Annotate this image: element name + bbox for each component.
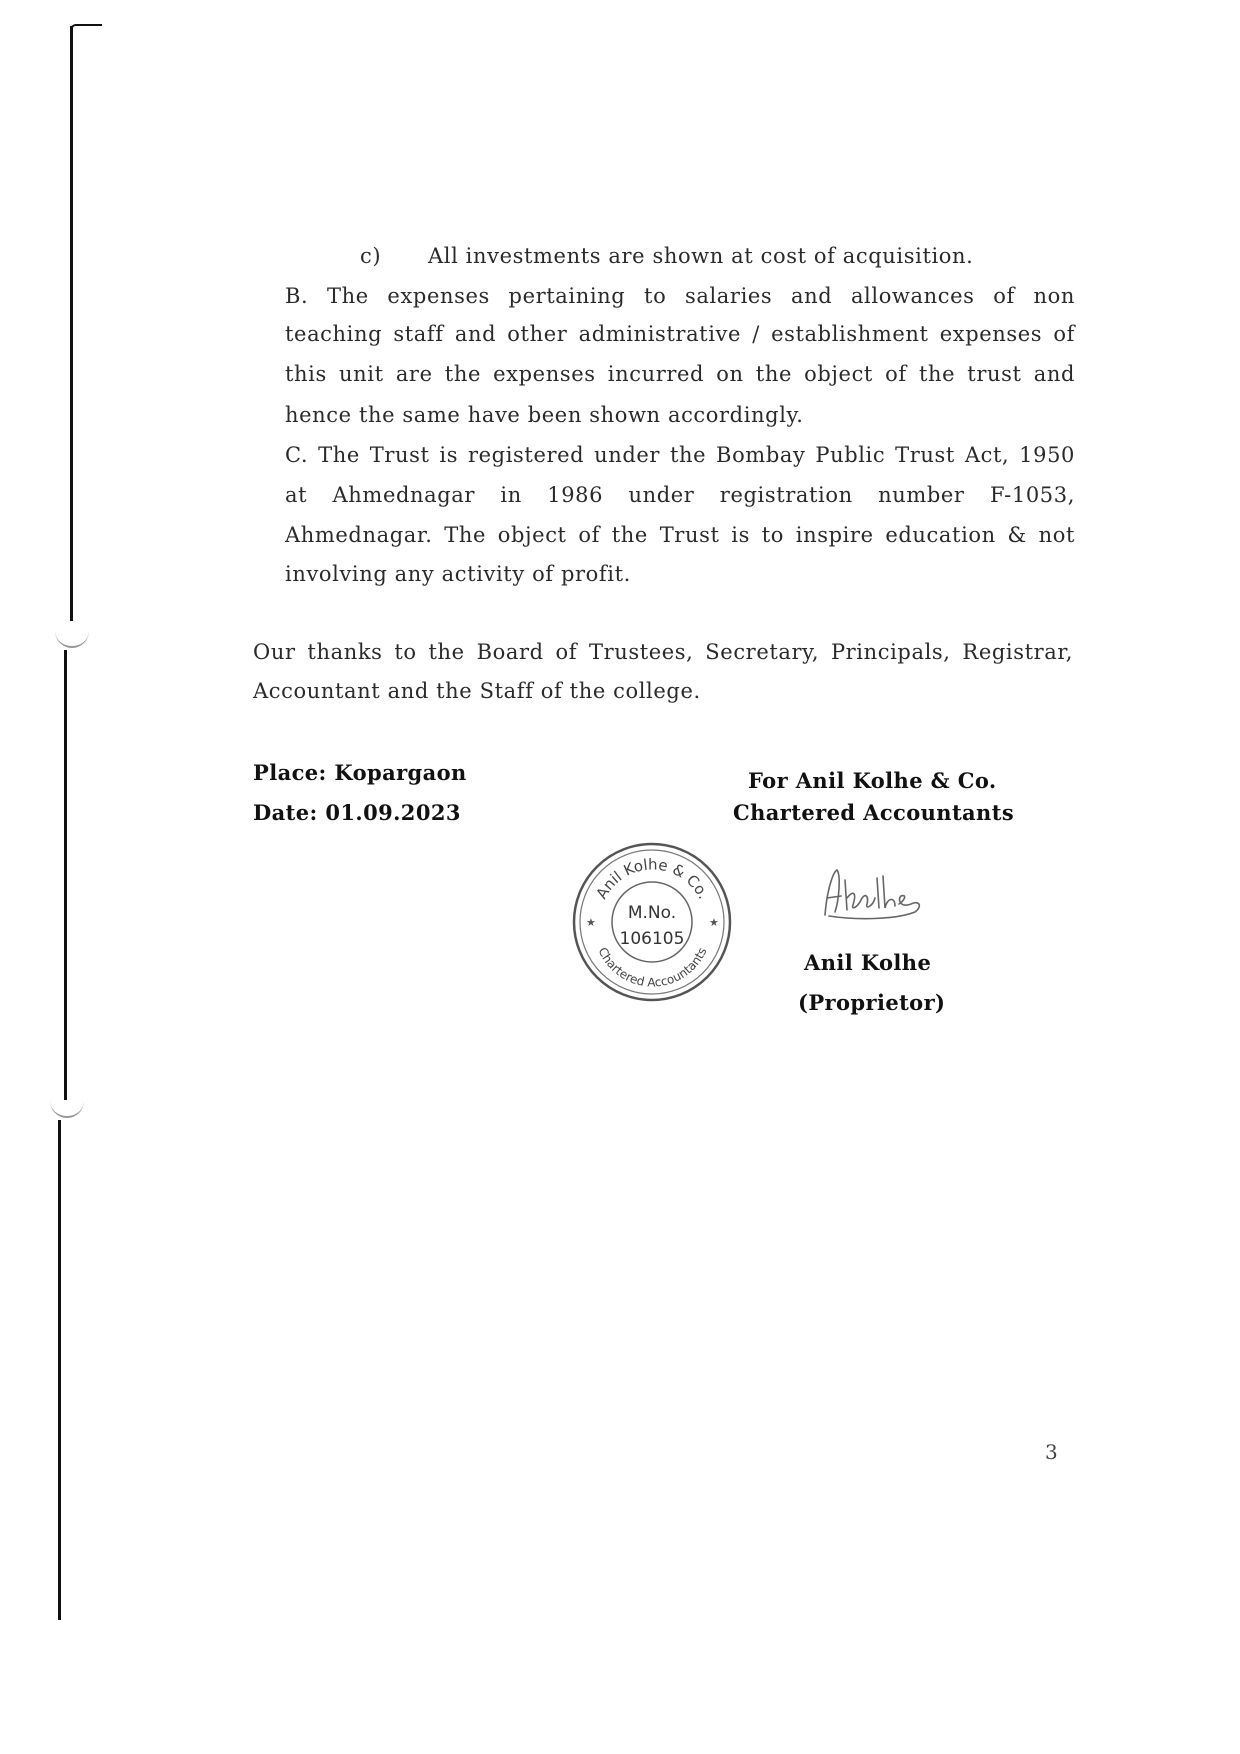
signatory-name: Anil Kolhe — [804, 950, 932, 975]
binding-edge-line — [58, 1120, 61, 1620]
stamp-star-icon: ★ — [586, 916, 596, 929]
note-b-line: this unit are the expenses incurred on the object of the trust and — [285, 362, 1075, 386]
page-number: 3 — [1045, 1440, 1058, 1464]
stamp-member-label: M.No. — [627, 903, 677, 923]
handwritten-signature — [815, 860, 935, 930]
note-item-c-text: All investments are shown at cost of acquisition. — [428, 244, 974, 268]
firm-seal-stamp — [570, 840, 735, 1005]
signatory-designation: (Proprietor) — [798, 990, 946, 1015]
note-b-line: teaching staff and other administrative / establishment expenses of — [285, 322, 1075, 346]
binding-edge-line — [64, 650, 67, 1100]
note-c-line: at Ahmednagar in 1986 under registration number F-1053, — [285, 483, 1075, 507]
note-c-line: C. The Trust is registered under the Bombay Public Trust Act, 1950 — [285, 443, 1075, 467]
note-b-line: B. The expenses pertaining to salaries and allowances of non — [285, 284, 1075, 308]
stamp-star-icon: ★ — [709, 916, 719, 929]
firm-type: Chartered Accountants — [733, 800, 1015, 825]
stamp-bottom-text: Chartered Accountants — [595, 945, 710, 990]
punch-hole-mark — [55, 630, 89, 648]
list-marker: c) — [360, 244, 382, 268]
firm-name: For Anil Kolhe & Co. — [748, 768, 997, 793]
binding-edge-hook — [70, 24, 102, 36]
note-c-line: involving any activity of profit. — [285, 562, 631, 586]
punch-hole-mark — [50, 1100, 84, 1118]
note-b-line: hence the same have been shown accordingly. — [285, 403, 804, 427]
thanks-line: Accountant and the Staff of the college. — [253, 679, 701, 703]
thanks-line: Our thanks to the Board of Trustees, Secretary, Principals, Registrar, — [253, 640, 1073, 664]
binding-edge-line — [70, 26, 73, 621]
date-label: Date: 01.09.2023 — [253, 800, 461, 825]
place-label: Place: Kopargaon — [253, 760, 467, 785]
stamp-top-text: Anil Kolhe & Co. — [592, 855, 713, 903]
note-c-line: Ahmednagar. The object of the Trust is to inspire education & not — [285, 523, 1075, 547]
stamp-member-number: 106105 — [619, 929, 685, 949]
